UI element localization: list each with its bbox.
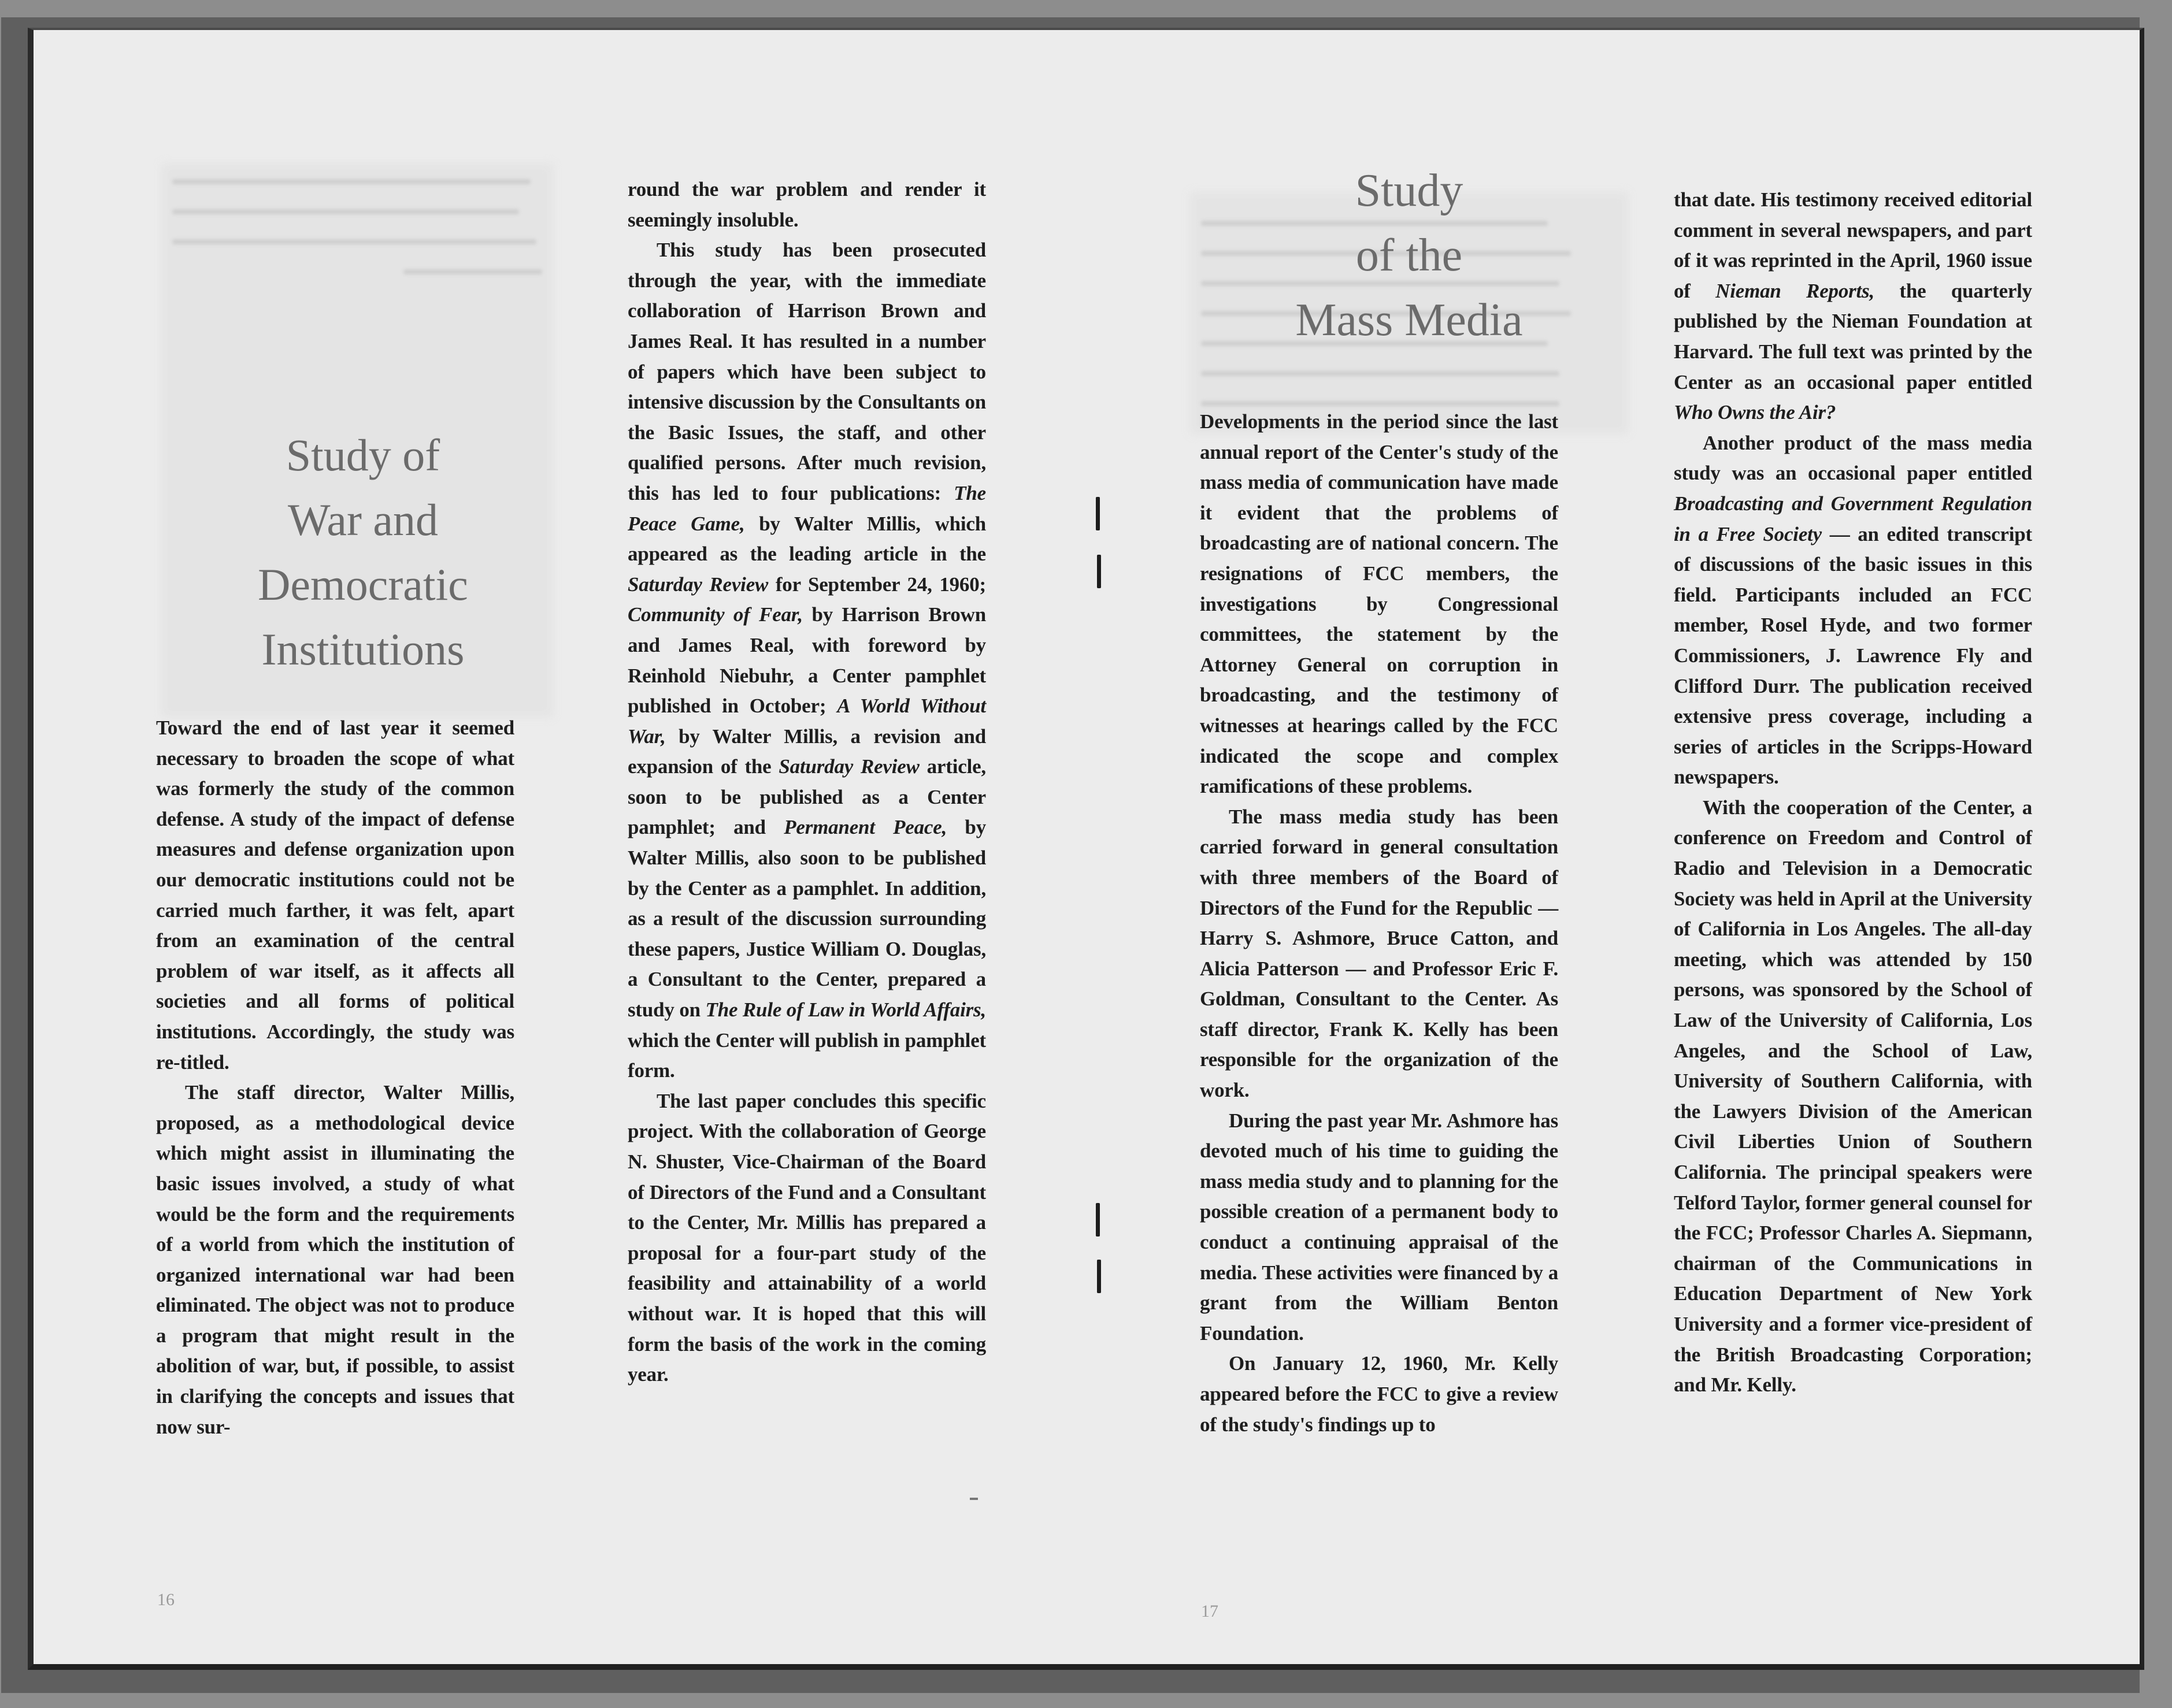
publication-title: Nieman Reports, [1715,279,1875,302]
publication-title: The Peace Game, [628,481,986,535]
page-number-right: 17 [1201,1602,1218,1621]
show-through-line [1201,371,1559,376]
paragraph: Toward the end of last year it seemed necessary to broaden the scope of what was formerly the study of the common defense. A study of the impact of defense measures and defense organization upon our democratic institutions could not be carried much farther, it was felt, apart from an examination of the central problem of war itself, as it affects all societies and all forms of political institutions. Accordingly, the study was re-titled. [156,716,514,1074]
show-through-line [172,179,531,184]
paragraph: With the cooperation of the Center, a conference on Freedom and Control of Radio and Television in a Democratic Society was held in April at the University of California in Los Angeles. The all-day meeting, which was attended by 150 persons, was sponsored by the School of Law of the University of California, Los Angeles, and the School of Law, University of Southern California, with the Lawyers Division of the American Civil Liberties Union of Southern California. The principal speakers were Telford Taylor, former general counsel for the FCC; Professor Charles A. Siepmann, chairman of the Communications in Education Department of New York University and a former vice-president of the British Broadcasting Corporation; and Mr. Kelly. [1674,796,2032,1397]
end-mark [970,1498,978,1500]
show-through-line [172,209,519,214]
publication-title: The Rule of Law in World Affairs, [705,998,987,1022]
paragraph: During the past year Mr. Ashmore has devoted much of his time to guiding the mass media study and to planning for the possible creation of a permanent body to conduct a continuing appraisal of the media. These activities were financed by a grant from the William Benton Foundation. [1200,1109,1558,1345]
section-title-media: Study of the Mass Media [1295,165,1523,346]
paragraph: that date. His testimony received editorial comment in several newspapers, and part of it was reprinted in the April, 1960 issue of Nieman Reports, the quarterly published by the Nieman Foundation at Harvard. The full text was printed by the Center as an occasional paper entitled Who Owns the Air? [1674,188,2032,424]
gutter-mark [1097,555,1101,588]
paragraph: On January 12, 1960, Mr. Kelly appeared before the FCC to give a review of the study's findings up to [1200,1352,1558,1436]
paragraph: The staff director, Walter Millis, proposed, as a methodological device which might assist in illuminating the basic issues involved, a study of what would be the form and the requirements of a world from which the institution of organized international war had been eliminated. The object was not to produce a program that might result in the abolition of war, but, if possible, to assist in clarifying the concepts and issues that now sur- [156,1081,514,1438]
paragraph: Developments in the period since the last annual report of the Center's study of the mass media of communication have made it evident that the problems of broadcasting are of national concern. The resignations of FCC members, the investigations by Congressional committees, the statement by the Attorney General on corruption in broadcasting, and the testimony of witnesses at hearings called by the FCC indicated the scope and complex ramifications of these problems. [1200,410,1558,798]
publication-title: Saturday Review [628,573,769,596]
show-through-line [1201,401,1559,406]
paragraph: The last paper concludes this specific project. With the collaboration of George N. Shuster, Vice-Chairman of the Board of Directors of the Fund and a Consultant to the Center, Mr. Millis has prepared a proposal for a four-part study of the feasibility and attainability of a world without war. It is hoped that this will form the basis of the work in the coming year. [628,1089,986,1386]
publication-title: Who Owns the Air? [1674,401,1836,424]
publication-title: Permanent Peace, [784,816,947,839]
column-1 [156,713,514,1442]
document-spread [28,28,2144,1670]
publication-title: A World Without War, [628,695,986,748]
column-2 [628,174,986,1390]
publication-title: Saturday Review [779,755,920,778]
publication-title: Broadcasting and Government Regulation in a Free Society [1674,492,2032,545]
show-through-line [172,239,536,244]
paragraph: This study has been prosecuted through the year, with the immediate collaboration of Harrison Brown and James Real. It has resulted in a number of papers which have been subject to intensive discussion by the Consultants on the Basic Issues, the staff, and other qualified persons. After much revision, this has led to four publications: The Peace Game, by Walter Millis, which appeared as the leading article in the Saturday Review for September 24, 1960; Community of Fear, by Harrison Brown and James Real, with foreword by Reinhold Niebuhr, a Center pamphlet published in October; A World Without War, by Walter Millis, a revision and expansion of the Saturday Review article, soon to be published as a Center pamphlet; and Permanent Peace, by Walter Millis, also soon to be published by the Center as a pamphlet. In addition, as a result of the discussion surrounding these papers, Justice William O. Douglas, a Consultant to the Center, prepared a study on The Rule of Law in World Affairs, which the Center will publish in pamphlet form. [628,239,987,1082]
gutter-mark [1097,1260,1101,1293]
gutter-mark [1096,497,1100,530]
section-title-war: Study of War and Democratic Institutions [258,430,468,674]
paragraph: Another product of the mass media study was an occasional paper entitled Broadcasting and Government Regulation in a Free Society — an edited transcript of discussions of the basic issues in this field. Participants included an FCC member, Rosel Hyde, and two former Commissioners, J. Lawrence Fly and Clifford Durr. The publication received extensive press coverage, including a series of articles in the Scripps-Howard newspapers. [1674,431,2033,789]
column-4 [1674,185,2032,1401]
column-3 [1200,407,1558,1440]
gutter-mark [1096,1203,1100,1237]
paragraph: round the war problem and render it seemingly insoluble. [628,178,986,231]
publication-title: Community of Fear, [628,603,803,626]
paragraph: The mass media study has been carried forward in general consultation with three members of the Board of Directors of the Fund for the Republic — Harry S. Ashmore, Bruce Catton, and Alicia Patterson — and Professor Eric F. Goldman, Consultant to the Center. As staff director, Frank K. Kelly has been responsible for the organization of the work. [1200,805,1558,1102]
show-through-line [403,269,542,274]
page-number-left: 16 [157,1590,175,1609]
